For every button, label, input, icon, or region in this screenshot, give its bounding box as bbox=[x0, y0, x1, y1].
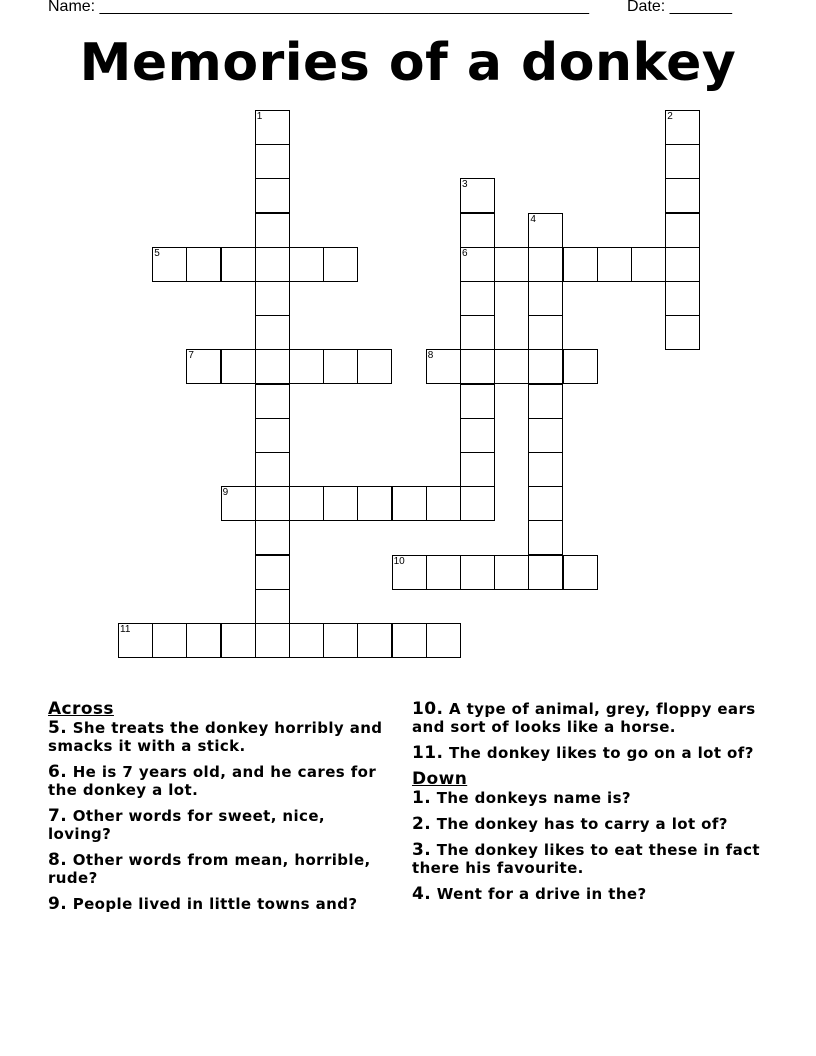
grid-cell[interactable] bbox=[221, 349, 256, 384]
grid-cell[interactable] bbox=[460, 247, 495, 282]
clue-down-3 bbox=[412, 841, 782, 877]
grid-cell[interactable] bbox=[460, 452, 495, 487]
grid-cell[interactable] bbox=[152, 247, 187, 282]
grid-cell[interactable] bbox=[289, 349, 324, 384]
clue-text: People lived in little towns and? bbox=[72, 895, 358, 913]
grid-cell[interactable] bbox=[426, 623, 461, 658]
grid-cell[interactable] bbox=[255, 623, 290, 658]
cell-number: 4 bbox=[530, 213, 536, 225]
clue-number: 10. bbox=[412, 699, 444, 719]
clue-down-2 bbox=[412, 815, 782, 833]
grid-cell[interactable] bbox=[494, 349, 529, 384]
clues-column-right bbox=[412, 700, 782, 911]
grid-cell[interactable] bbox=[323, 247, 358, 282]
grid-cell[interactable] bbox=[255, 247, 290, 282]
cell-number: 5 bbox=[154, 247, 160, 259]
grid-cell[interactable] bbox=[460, 213, 495, 248]
clue-across-10 bbox=[412, 700, 782, 736]
clue-across-6 bbox=[48, 763, 393, 799]
grid-cell[interactable] bbox=[255, 452, 290, 487]
grid-cell[interactable] bbox=[665, 110, 700, 145]
clue-across-8 bbox=[48, 851, 393, 887]
grid-cell[interactable] bbox=[255, 589, 290, 624]
grid-cell[interactable] bbox=[255, 520, 290, 555]
grid-cell[interactable] bbox=[460, 281, 495, 316]
clue-number: 5. bbox=[48, 718, 68, 738]
name-field-label: Name: _______________________________________________________ bbox=[48, 0, 589, 15]
clue-down-4 bbox=[412, 885, 782, 903]
grid-cell[interactable] bbox=[665, 247, 700, 282]
grid-cell[interactable] bbox=[221, 623, 256, 658]
grid-cell[interactable] bbox=[494, 555, 529, 590]
clue-number: 3. bbox=[412, 840, 432, 860]
grid-cell[interactable] bbox=[665, 315, 700, 350]
grid-cell[interactable] bbox=[426, 555, 461, 590]
grid-cell[interactable] bbox=[323, 486, 358, 521]
grid-cell[interactable] bbox=[255, 110, 290, 145]
grid-cell[interactable] bbox=[528, 349, 563, 384]
cell-number: 3 bbox=[462, 179, 468, 191]
grid-cell[interactable] bbox=[392, 623, 427, 658]
grid-cell[interactable] bbox=[563, 349, 598, 384]
cell-number: 6 bbox=[462, 247, 468, 259]
clue-text: The donkey likes to eat these in fact there his favourite. bbox=[412, 841, 760, 877]
cell-number: 10 bbox=[393, 555, 405, 567]
grid-cell[interactable] bbox=[392, 486, 427, 521]
grid-cell[interactable] bbox=[426, 349, 461, 384]
clue-across-7 bbox=[48, 807, 393, 843]
clue-number: 4. bbox=[412, 884, 432, 904]
clue-down-1 bbox=[412, 789, 782, 807]
grid-cell[interactable] bbox=[460, 555, 495, 590]
clue-number: 2. bbox=[412, 814, 432, 834]
grid-cell[interactable] bbox=[665, 178, 700, 213]
grid-cell[interactable] bbox=[255, 144, 290, 179]
grid-cell[interactable] bbox=[221, 247, 256, 282]
across-heading: Across bbox=[48, 699, 114, 719]
grid-cell[interactable] bbox=[528, 452, 563, 487]
grid-cell[interactable] bbox=[460, 315, 495, 350]
cell-number: 8 bbox=[427, 350, 434, 362]
clue-text: She treats the donkey horribly and smacks it with a stick. bbox=[48, 719, 383, 755]
grid-cell[interactable] bbox=[460, 178, 495, 213]
grid-cell[interactable] bbox=[357, 486, 392, 521]
grid-cell[interactable] bbox=[255, 418, 290, 453]
grid-cell[interactable] bbox=[255, 384, 290, 419]
grid-cell[interactable] bbox=[289, 486, 324, 521]
grid-cell[interactable] bbox=[460, 486, 495, 521]
grid-cell[interactable] bbox=[323, 623, 358, 658]
clue-text: The donkey likes to go on a lot of? bbox=[448, 744, 754, 762]
clue-number: 7. bbox=[48, 806, 68, 826]
clue-across-9 bbox=[48, 895, 393, 913]
grid-cell[interactable] bbox=[255, 178, 290, 213]
grid-cell[interactable] bbox=[528, 520, 563, 555]
clue-text: Went for a drive in the? bbox=[436, 885, 647, 903]
grid-cell[interactable] bbox=[392, 555, 427, 590]
down-heading: Down bbox=[412, 769, 468, 789]
grid-cell[interactable] bbox=[460, 349, 495, 384]
clue-across-5 bbox=[48, 719, 393, 755]
grid-cell[interactable] bbox=[357, 623, 392, 658]
grid-cell[interactable] bbox=[460, 418, 495, 453]
clue-text: Other words from mean, horrible, rude? bbox=[48, 851, 371, 887]
grid-cell[interactable] bbox=[665, 144, 700, 179]
grid-cell[interactable] bbox=[528, 418, 563, 453]
grid-cell[interactable] bbox=[460, 384, 495, 419]
grid-cell[interactable] bbox=[186, 349, 221, 384]
grid-cell[interactable] bbox=[323, 349, 358, 384]
grid-cell[interactable] bbox=[563, 555, 598, 590]
grid-cell[interactable] bbox=[255, 486, 290, 521]
grid-cell[interactable] bbox=[255, 281, 290, 316]
grid-cell[interactable] bbox=[665, 281, 700, 316]
grid-cell[interactable] bbox=[528, 315, 563, 350]
clues-column-left bbox=[48, 700, 393, 921]
grid-cell[interactable] bbox=[597, 247, 632, 282]
clue-text: He is 7 years old, and he cares for the donkey a lot. bbox=[48, 763, 377, 799]
grid-cell[interactable] bbox=[528, 247, 563, 282]
grid-cell[interactable] bbox=[665, 213, 700, 248]
clue-across-11 bbox=[412, 744, 782, 762]
grid-cell[interactable] bbox=[631, 247, 666, 282]
cell-number: 1 bbox=[256, 111, 263, 122]
date-field-label: Date: _______ bbox=[627, 0, 732, 15]
grid-cell[interactable] bbox=[255, 213, 290, 248]
clue-number: 11. bbox=[412, 743, 444, 763]
grid-cell[interactable] bbox=[186, 247, 221, 282]
grid-cell[interactable] bbox=[152, 623, 187, 658]
grid-cell[interactable] bbox=[528, 555, 563, 590]
cell-number: 11 bbox=[120, 624, 131, 635]
grid-cell[interactable] bbox=[289, 247, 324, 282]
grid-cell[interactable] bbox=[289, 623, 324, 658]
grid-cell[interactable] bbox=[426, 486, 461, 521]
grid-cell[interactable] bbox=[118, 623, 153, 658]
grid-cell[interactable] bbox=[528, 384, 563, 419]
clue-number: 9. bbox=[48, 894, 68, 914]
clue-number: 8. bbox=[48, 850, 68, 870]
clue-text: The donkey has to carry a lot of? bbox=[436, 815, 728, 833]
clue-number: 1. bbox=[412, 788, 432, 808]
clue-text: Other words for sweet, nice, loving? bbox=[48, 807, 326, 843]
grid-cell[interactable] bbox=[528, 213, 563, 248]
clue-number: 6. bbox=[48, 762, 68, 782]
grid-cell[interactable] bbox=[528, 486, 563, 521]
cell-number: 9 bbox=[222, 487, 229, 499]
grid-cell[interactable] bbox=[494, 247, 529, 282]
clue-text: The donkeys name is? bbox=[436, 789, 632, 807]
clue-text: A type of animal, grey, floppy ears and sort of looks like a horse. bbox=[412, 700, 756, 736]
grid-cell[interactable] bbox=[563, 247, 598, 282]
cell-number: 7 bbox=[188, 350, 194, 362]
grid-cell[interactable] bbox=[357, 349, 392, 384]
grid-cell[interactable] bbox=[255, 315, 290, 350]
grid-cell[interactable] bbox=[221, 486, 256, 521]
grid-cell[interactable] bbox=[255, 555, 290, 590]
page-title: Memories of a donkey bbox=[79, 33, 737, 93]
cell-number: 2 bbox=[667, 111, 673, 122]
grid-cell[interactable] bbox=[255, 349, 290, 384]
grid-cell[interactable] bbox=[528, 281, 563, 316]
grid-cell[interactable] bbox=[186, 623, 221, 658]
